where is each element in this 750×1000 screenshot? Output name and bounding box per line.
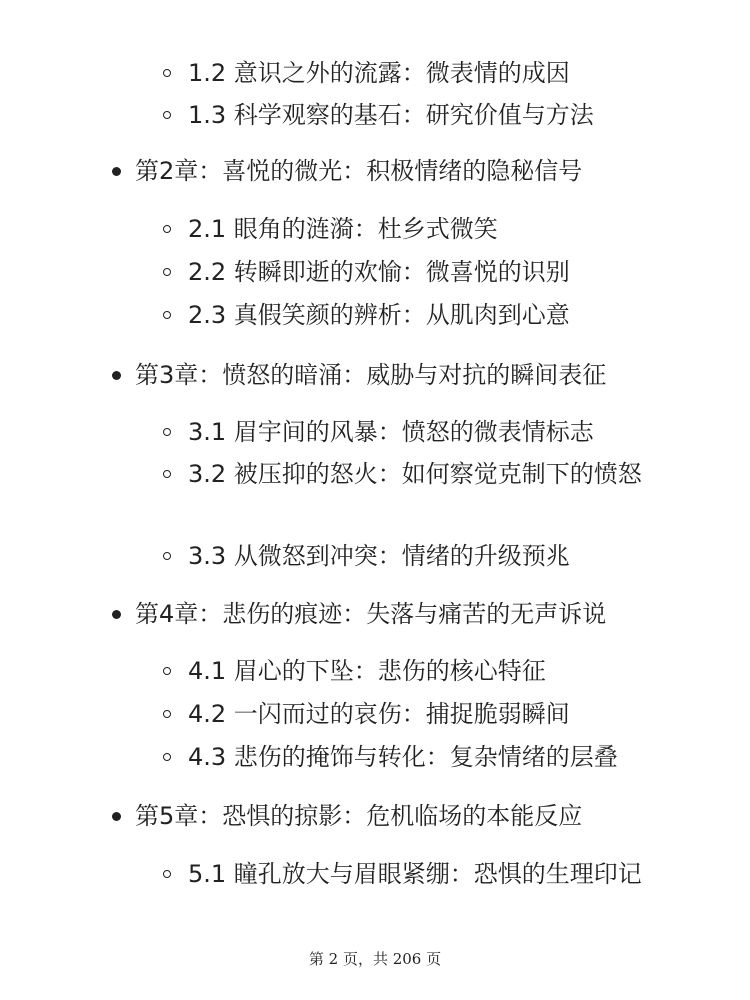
- disc-bullet-icon: [112, 610, 121, 619]
- circle-bullet-icon: [163, 470, 171, 478]
- circle-bullet-icon: [163, 428, 171, 436]
- toc-chapter-2: 第2章：喜悦的微光：积极情绪的隐秘信号: [135, 157, 583, 185]
- toc-section-4-1: 4.1 眉心的下坠：悲伤的核心特征: [188, 657, 546, 685]
- toc-chapter-5: 第5章：恐惧的掠影：危机临场的本能反应: [135, 802, 583, 830]
- toc-chapter-4: 第4章：悲伤的痕迹：失落与痛苦的无声诉说: [135, 600, 607, 628]
- circle-bullet-icon: [163, 225, 171, 233]
- disc-bullet-icon: [112, 167, 121, 176]
- circle-bullet-icon: [163, 268, 171, 276]
- toc-chapter-3: 第3章：愤怒的暗涌：威胁与对抗的瞬间表征: [135, 361, 607, 389]
- circle-bullet-icon: [163, 667, 171, 675]
- toc-section-2-1: 2.1 眼角的涟漪：杜乡式微笑: [188, 215, 498, 243]
- toc-section-3-1: 3.1 眉宇间的风暴：愤怒的微表情标志: [188, 418, 594, 446]
- circle-bullet-icon: [163, 111, 171, 119]
- circle-bullet-icon: [163, 69, 171, 77]
- toc-section-2-2: 2.2 转瞬即逝的欢愉：微喜悦的识别: [188, 258, 570, 286]
- circle-bullet-icon: [163, 552, 171, 560]
- toc-section-2-3: 2.3 真假笑颜的辨析：从肌肉到心意: [188, 301, 570, 329]
- disc-bullet-icon: [112, 812, 121, 821]
- circle-bullet-icon: [163, 710, 171, 718]
- circle-bullet-icon: [163, 311, 171, 319]
- circle-bullet-icon: [163, 753, 171, 761]
- toc-section-4-3: 4.3 悲伤的掩饰与转化：复杂情绪的层叠: [188, 743, 618, 771]
- disc-bullet-icon: [112, 371, 121, 380]
- toc-section-1-3: 1.3 科学观察的基石：研究价值与方法: [188, 101, 594, 129]
- page-number-footer: 第 2 页，共 206 页: [308, 950, 442, 968]
- circle-bullet-icon: [163, 870, 171, 878]
- toc-section-1-2: 1.2 意识之外的流露：微表情的成因: [188, 59, 570, 87]
- toc-section-4-2: 4.2 一闪而过的哀伤：捕捉脆弱瞬间: [188, 700, 570, 728]
- toc-section-3-3: 3.3 从微怒到冲突：情绪的升级预兆: [188, 542, 570, 570]
- toc-section-3-2: 3.2 被压抑的怒火：如何察觉克制下的愤怒: [188, 460, 642, 488]
- toc-section-5-1: 5.1 瞳孔放大与眉眼紧绷：恐惧的生理印记: [188, 860, 642, 888]
